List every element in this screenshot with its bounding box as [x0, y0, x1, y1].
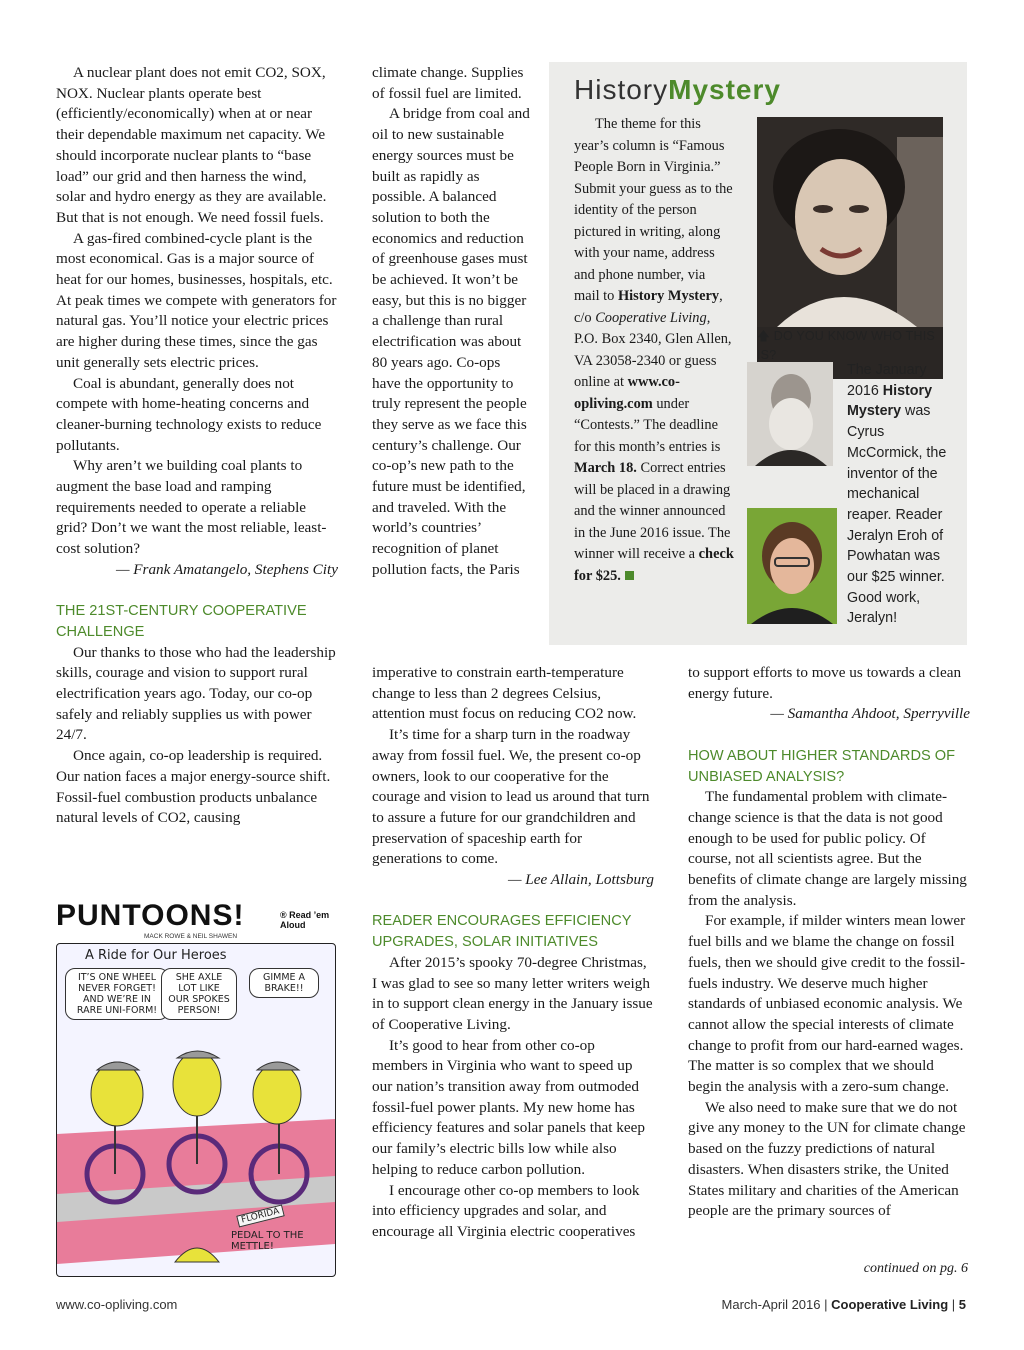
- paragraph: It’s good to hear from other co-op members in Virginia who want to speed up our nation’s transition away from outmoded fossil-fuel power plants. My new home has efficiency features and solar panels that keep our family’s electric bills low while also helping to reduce carbon pollution.: [372, 1036, 645, 1178]
- paragraph: A gas-fired combined-cycle plant is the most economical. Gas is a major source of heat for our homes, businesses, hospitals, etc. At peak times we compete with generators for natural gas. You’ll notice your electric prices are higher during these times, since the gas unit generally sets electric prices.: [56, 229, 337, 371]
- paragraph: Coal is abundant, generally does not compete with home-heating concerns and cleaner-burning technology exists to reduce pollutants.: [56, 374, 322, 454]
- paragraph: I encourage other co-op members to look into efficiency upgrades and solar, and encourage all Virginia electric cooperatives: [372, 1181, 640, 1240]
- paragraph: We also need to make sure that we do not give any money to the UN for climate change based on the fuzzy predictions of natural disasters. When disasters strike, the United States military and charities of the American people are the primary sources of: [688, 1098, 966, 1220]
- previous-answer: [847, 360, 957, 629]
- separator: |: [948, 1297, 959, 1312]
- text: Correct entries will be placed in a drawing and the winner announced in the June 2016 issue. The winner will receive a: [574, 460, 731, 562]
- arrow-up-icon: 🡅: [757, 329, 771, 343]
- paragraph: A bridge from coal and oil to new sustainable energy sources must be built as rapidly as possible. A balanced solution to both the economics and reduction of greenhouse gases must be achieved. It won’t be easy, but this is no bigger a challenge than rural electrification was about 80 years ago. Co-ops have the opportunity to truly represent the people they serve as we face this century’s challenge. Our co-op’s new path to the future must be identified, and traveled. With the world’s countries’ recognition of planet pollution facts, the Paris: [372, 105, 530, 578]
- text-bold: History Mystery: [617, 288, 720, 304]
- page-number: 5: [958, 1297, 966, 1312]
- text: under “Contests.” The deadline for this month’s entries is: [574, 395, 721, 455]
- paragraph: The fundamental problem with climate-change science is that the data is not good enough to be used for public policy. Of course, not all scientists agree. But the benefits of climate change are largely missing from the analysis.: [688, 788, 967, 909]
- title-bold: Mystery: [668, 74, 781, 105]
- paragraph: For example, if milder winters mean lower fuel bills and we blame the change on fossil fuels, then we should give credit to the fossil-fuels industry. We deserve much higher standards of unbiased economic analysis. We cannot allow the special interests of climate change to profit from our hard-earned wages. The matter is so complex that we should begin the analysis with a zero-sum change.: [688, 912, 966, 1096]
- cartoon-logo: PUNTOONS!: [56, 899, 245, 932]
- paragraph: Once again, co-op leadership is required. Our nation faces a major energy-source shift. Fossil-fuel combustion products unbalance natural levels of CO2, causing: [56, 747, 331, 827]
- column-2-bottom: [372, 663, 654, 1243]
- column-3-bottom: [688, 663, 970, 1222]
- cartoon-credit: MACK ROWE & NEIL SHAWEN: [144, 933, 238, 940]
- paragraph: It’s time for a sharp turn in the roadway away from fossil fuel. We, the present co-op owners, look to our cooperative for the courage and vision to lead us around that turn to assure a future for our grandchildren and preservation of spaceship earth for generations to come.: [372, 726, 650, 868]
- column-2-top: [372, 63, 532, 581]
- florida-sign: FLORIDA: [236, 1205, 284, 1228]
- paragraph: After 2015’s spooky 70-degree Christmas, I was glad to see so many letter writers weigh in to support clean energy in the January issue of Cooperative Living.: [372, 953, 653, 1033]
- cartoon-title: A Ride for Our Heroes: [85, 948, 227, 963]
- end-mark-icon: [625, 571, 634, 580]
- text-italic: Cooperative Living,: [595, 309, 711, 326]
- winner-photo: [747, 508, 837, 624]
- letter-signature: — Frank Amatangelo, Stephens City: [115, 560, 338, 578]
- column-1: [56, 63, 338, 829]
- paragraph: climate change. Supplies of fossil fuel are limited.: [372, 64, 524, 102]
- question-caption: [757, 327, 957, 362]
- speech-bubble: IT’S ONE WHEEL NEVER FORGET! AND WE’RE IN RARE UNI-FORM!: [65, 968, 169, 1020]
- footer-website[interactable]: www.co-opliving.com: [56, 1297, 178, 1312]
- paragraph: imperative to constrain earth-temperature change to less than 2 degrees Celsius, attention must focus on reducing CO2 now.: [372, 664, 637, 723]
- history-mystery-title: [574, 74, 781, 106]
- prize: check for $25.: [574, 546, 734, 584]
- text: , c/o: [574, 288, 723, 326]
- letter-signature: — Lee Allain, Lottsburg: [508, 871, 654, 889]
- website-link[interactable]: www.co-opliving.com: [574, 374, 680, 412]
- history-mystery-text: [574, 114, 734, 587]
- history-mystery-box: [549, 62, 967, 645]
- text: was Cyrus McCormick, the inventor of the mechanical reaper. Reader Jeralyn Eroh of Powhatan was our $25 winner. Good work, Jeralyn!: [847, 403, 947, 627]
- footer-issue-info: [722, 1297, 966, 1312]
- text: The theme for this year’s column is “Famous People Born in Virginia.” Submit your guess as to the identity of the person pictured in writing, along with your name, address and phone number, via mail to: [574, 116, 733, 304]
- speech-bubble: GIMME A BRAKE!!: [249, 968, 319, 998]
- text: The January 2016: [847, 362, 927, 399]
- previous-mystery-photo: [747, 362, 833, 466]
- text-bold: History Mystery: [847, 382, 933, 420]
- section-heading: HOW ABOUT HIGHER STANDARDS OF UNBIASED ANALYSIS?: [688, 747, 956, 785]
- section-heading: READER ENCOURAGES EFFICIENCY UPGRADES, SOLAR INITIATIVES: [372, 913, 632, 951]
- paragraph: A nuclear plant does not emit CO2, SOX, NOX. Nuclear plants operate best (efficiently/economically) when at or near their dependable maximum net capacity. We should incorporate nuclear plants to “base load” our grid and then harness the wind, solar and hydro energy as they are available. But that is not enough. We need fossil fuels.: [56, 64, 327, 226]
- cartoon-tagline: ® Read ’em Aloud: [280, 910, 330, 930]
- question-text: DO YOU KNOW WHO THIS IS?: [757, 329, 935, 362]
- puntoons-cartoon: [56, 893, 336, 1277]
- paragraph: Why aren’t we building coal plants to augment the base load and ramping requirements needed to operate a reliable grid? Don’t we want the most reliable, least-cost solution?: [56, 457, 327, 558]
- magazine-name: Cooperative Living: [831, 1297, 949, 1312]
- continued-note: continued on pg. 6: [863, 1261, 968, 1276]
- deadline: March 18.: [574, 460, 637, 476]
- issue-date: March-April 2016: [721, 1297, 821, 1312]
- speech-bubble: SHE AXLE LOT LIKE OUR SPOKES PERSON!: [161, 968, 237, 1020]
- section-heading: THE 21ST-CENTURY COOPERATIVE CHALLENGE: [56, 603, 307, 640]
- letter-signature: — Samantha Ahdoot, Sperryville: [770, 705, 970, 723]
- paragraph: Our thanks to those who had the leadership skills, courage and vision to support rural electrification years ago. Today, our co-op safely and reliably supplies us with power 24/7.: [56, 643, 336, 744]
- title-light: History: [574, 74, 669, 105]
- cartoon-panel: [56, 943, 336, 1277]
- cartoon-caption: PEDAL TO THE METTLE!: [231, 1230, 304, 1252]
- text: P.O. Box 2340, Glen Allen, VA 23058-2340 or guess online at: [574, 331, 732, 390]
- paragraph: to support efforts to move us towards a clean energy future.: [688, 664, 962, 702]
- separator: |: [820, 1297, 832, 1312]
